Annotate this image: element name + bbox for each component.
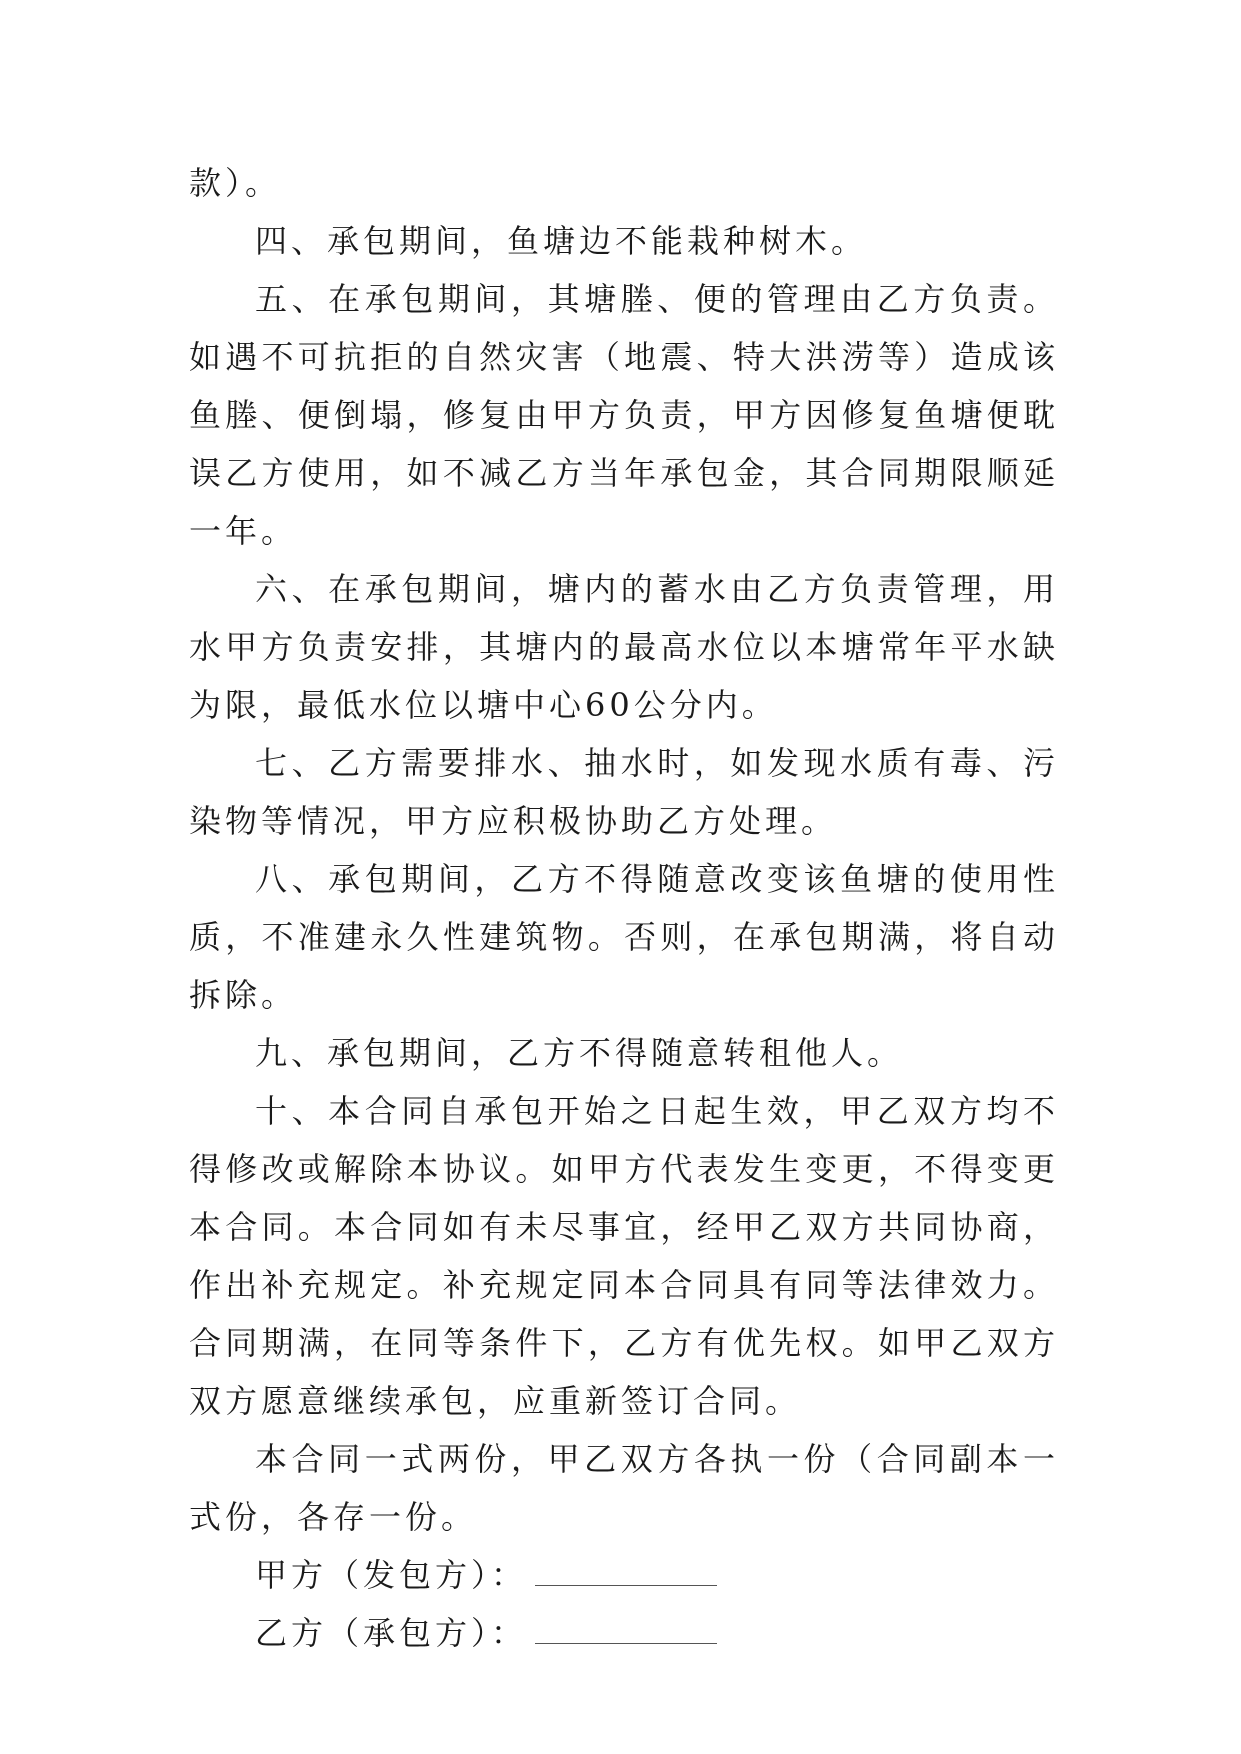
clause-4: 四、承包期间，鱼塘边不能栽种树木。 [255, 222, 868, 260]
clause-5: 五、在承包期间，其塘塍、便的管理由乙方负责。如遇不可抗拒的自然灾害（地震、特大洪涝等）造成该鱼塍、便倒塌，修复由甲方负责，甲方因修复鱼塘便耽误乙方使用，如不减乙方当年承包金，其合同期限顺延一年。 [189, 280, 1059, 550]
party-b-label: 乙方（承包方）： [255, 1614, 528, 1652]
party-b-signature [189, 1604, 1059, 1662]
contract-body [189, 154, 1059, 1662]
party-a-blank-field[interactable] [535, 1555, 717, 1586]
clause-8: 八、承包期间，乙方不得随意改变该鱼塘的使用性质，不准建永久性建筑物。否则，在承包期满，将自动拆除。 [189, 860, 1059, 1014]
clause-6: 六、在承包期间，塘内的蓄水由乙方负责管理，用水甲方负责安排，其塘内的最高水位以本塘常年平水缺为限，最低水位以塘中心60公分内。 [189, 570, 1059, 724]
clause-9: 九、承包期间，乙方不得随意转租他人。 [255, 1034, 904, 1072]
clause-7: 七、乙方需要排水、抽水时，如发现水质有毒、污染物等情况，甲方应积极协助乙方处理。 [189, 744, 1059, 840]
paragraph-continuation: 款）。 [189, 164, 282, 202]
party-b-blank-field[interactable] [535, 1613, 717, 1644]
copies-clause: 本合同一式两份，甲乙双方各执一份（合同副本一式份，各存一份。 [189, 1440, 1059, 1536]
party-a-signature [189, 1546, 1059, 1604]
party-a-label: 甲方（发包方）： [255, 1556, 528, 1594]
clause-10: 十、本合同自承包开始之日起生效，甲乙双方均不得修改或解除本协议。如甲方代表发生变更，不得变更本合同。本合同如有未尽事宜，经甲乙双方共同协商，作出补充规定。补充规定同本合同具有同等法律效力。合同期满，在同等条件下，乙方有优先权。如甲乙双方双方愿意继续承包，应重新签订合同。 [189, 1092, 1059, 1420]
